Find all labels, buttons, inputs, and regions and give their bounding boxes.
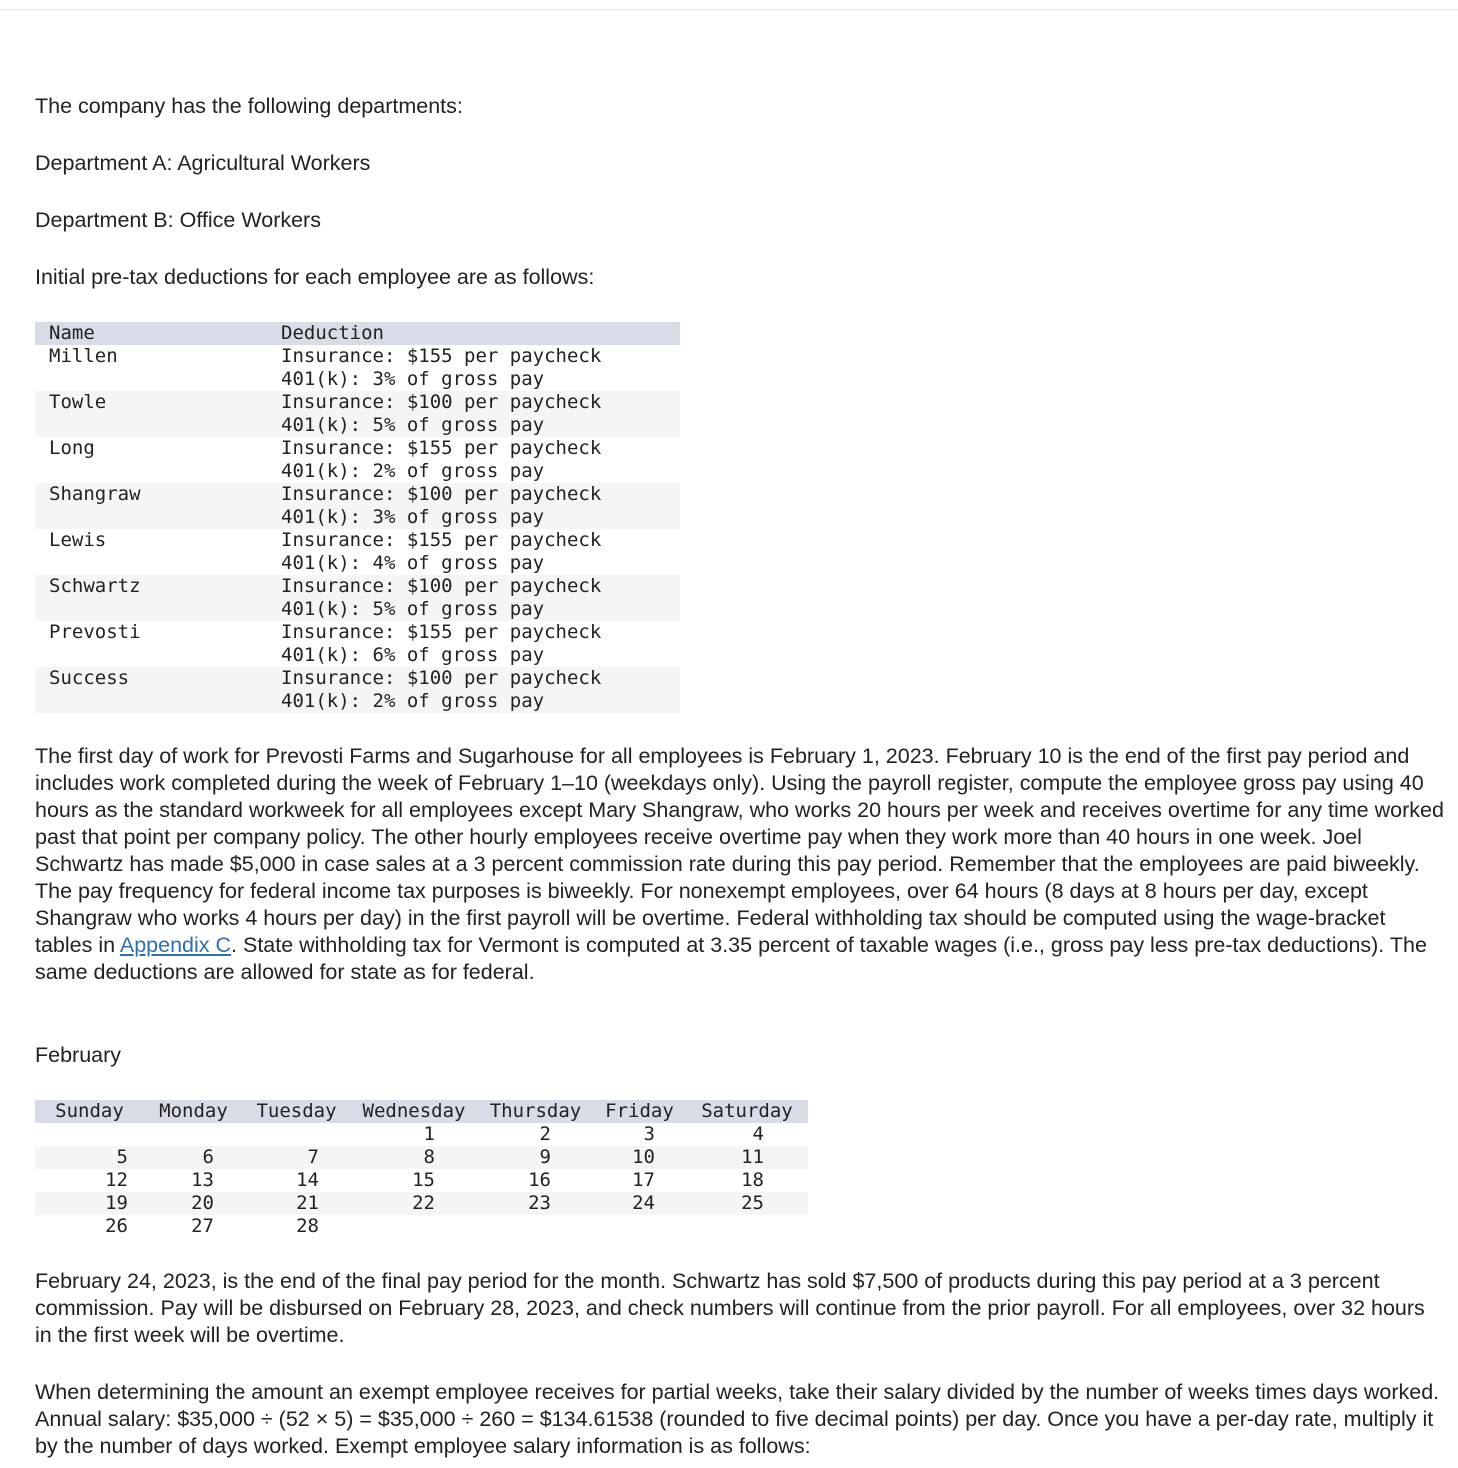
departments-heading: The company has the following departments: xyxy=(35,94,463,118)
day-header-wednesday: Wednesday xyxy=(350,1100,478,1123)
day-header-sunday: Sunday xyxy=(35,1100,144,1123)
calendar-day: 7 xyxy=(243,1146,350,1169)
table-row xyxy=(35,391,680,437)
day-header-tuesday: Tuesday xyxy=(243,1100,350,1123)
table-row xyxy=(35,437,680,483)
calendar-day: 15 xyxy=(412,1169,435,1191)
calendar-day: 4 xyxy=(752,1123,764,1145)
401k-deduction: 401(k): 3% of gross pay xyxy=(281,506,545,528)
calendar-day xyxy=(686,1215,808,1238)
401k-deduction: 401(k): 5% of gross pay xyxy=(281,598,545,620)
calendar-week-row xyxy=(35,1215,808,1238)
table-row xyxy=(35,483,680,529)
calendar-day: 26 xyxy=(105,1215,128,1237)
calendar-day: 23 xyxy=(478,1192,593,1215)
insurance-deduction: Insurance: $100 per paycheck xyxy=(281,391,602,413)
401k-deduction: 401(k): 5% of gross pay xyxy=(281,414,545,436)
day-header-thursday: Thursday xyxy=(478,1100,593,1123)
february-calendar xyxy=(35,1100,808,1238)
calendar-day: 16 xyxy=(528,1169,551,1191)
calendar-month-label: February xyxy=(35,1043,122,1067)
calendar-day xyxy=(478,1215,593,1238)
department-a: Department A: Agricultural Workers xyxy=(35,151,371,175)
calendar-day: 5 xyxy=(35,1146,144,1169)
calendar-day: 9 xyxy=(478,1146,593,1169)
employee-name: Schwartz xyxy=(35,575,281,621)
employee-deduction xyxy=(281,621,680,667)
calendar-day: 20 xyxy=(144,1192,243,1215)
deductions-heading: Initial pre-tax deductions for each employee are as follows: xyxy=(35,265,595,289)
table-row xyxy=(35,621,680,667)
401k-deduction: 401(k): 4% of gross pay xyxy=(281,552,545,574)
employee-deduction xyxy=(281,575,680,621)
calendar-day: 18 xyxy=(741,1169,764,1191)
calendar-day: 2 xyxy=(539,1123,551,1145)
calendar-day xyxy=(144,1123,243,1146)
final-pay-period-paragraph: February 24, 2023, is the end of the final pay period for the month. Schwartz has sold $7,500 of products during this pay period at a 3 percent commission. Pay will be disbursed on February 28, 2023, and check numbers will continue from the prior payroll. For all employees, over 32 hours in the first week will be overtime. xyxy=(35,1269,1425,1347)
table-row xyxy=(35,529,680,575)
employee-deduction xyxy=(281,483,680,529)
employee-deduction xyxy=(281,391,680,437)
calendar-week-row xyxy=(35,1146,808,1169)
401k-deduction: 401(k): 6% of gross pay xyxy=(281,644,545,666)
401k-deduction: 401(k): 2% of gross pay xyxy=(281,460,545,482)
calendar-week-row xyxy=(35,1123,808,1146)
insurance-deduction: Insurance: $155 per paycheck xyxy=(281,529,602,551)
calendar-day: 22 xyxy=(350,1192,478,1215)
employee-deduction xyxy=(281,437,680,483)
table-row xyxy=(35,345,680,391)
appendix-c-link[interactable]: Appendix C xyxy=(119,933,232,957)
employee-deduction xyxy=(281,345,680,391)
insurance-deduction: Insurance: $155 per paycheck xyxy=(281,345,602,367)
calendar-day: 25 xyxy=(686,1192,808,1215)
day-header-saturday: Saturday xyxy=(686,1100,808,1123)
employee-name: Lewis xyxy=(49,529,107,551)
calendar-day: 6 xyxy=(144,1146,243,1169)
table-row xyxy=(35,575,680,621)
calendar-day: 12 xyxy=(105,1169,128,1191)
calendar-day: 24 xyxy=(593,1192,686,1215)
calendar-day: 27 xyxy=(191,1215,214,1237)
calendar-day: 28 xyxy=(296,1215,319,1237)
table-row xyxy=(35,667,680,713)
calendar-day: 21 xyxy=(243,1192,350,1215)
first-period-text-after: . State withholding tax for Vermont is computed at 3.35 percent of taxable wages (i.e., gross pay less pre-tax deductions). The same deductions are allowed for state as for federal. xyxy=(35,933,1427,984)
first-period-text-before: The first day of work for Prevosti Farms and Sugarhouse for all employees is February 1, 2023. February 10 is the end of the first pay period and includes work completed during the week of February 1–10 (weekdays only). Using the payroll register, compute the employee gross pay using 40 hours as the standard workweek for all employees except Mary Shangraw, who works 20 hours per week and receives overtime for any time worked past that point per company policy. The other hourly employees receive overtime pay when they work more than 40 hours in one week. Joel Schwartz has made $5,000 in case sales at a 3 percent commission rate during this pay period. Remember that the employees are paid biweekly. The pay frequency for federal income tax purposes is biweekly. For nonexempt employees, over 64 hours (8 days at 8 hours per day, except Shangraw who works 4 hours per day) in the first payroll will be overtime. Federal withholding tax should be computed using the wage-bracket tables in xyxy=(35,744,1444,957)
calendar-day: 17 xyxy=(632,1169,655,1191)
day-header-friday: Friday xyxy=(593,1100,686,1123)
insurance-deduction: Insurance: $155 per paycheck xyxy=(281,621,602,643)
employee-name: Prevosti xyxy=(49,621,141,643)
calendar-header-row xyxy=(35,1100,808,1123)
calendar-day: 1 xyxy=(423,1123,435,1145)
header-deduction: Deduction xyxy=(281,322,680,345)
employee-name: Long xyxy=(49,437,95,459)
deductions-table xyxy=(35,322,680,713)
calendar-day: 8 xyxy=(350,1146,478,1169)
calendar-day xyxy=(593,1215,686,1238)
calendar-day xyxy=(243,1123,350,1146)
calendar-day xyxy=(350,1215,478,1238)
calendar-week-row xyxy=(35,1169,808,1192)
exempt-salary-paragraph: When determining the amount an exempt employee receives for partial weeks, take their salary divided by the number of weeks times days worked. Annual salary: $35,000 ÷ (52 × 5) = $35,000 ÷ 260 = $134.61538 (rounded to five decimal points) per day. Once you have a per-day rate, multiply it by the number of days worked. Exempt employee salary information is as follows: xyxy=(35,1380,1440,1458)
calendar-week-row xyxy=(35,1192,808,1215)
insurance-deduction: Insurance: $100 per paycheck xyxy=(281,483,602,505)
insurance-deduction: Insurance: $100 per paycheck xyxy=(281,667,602,689)
employee-name: Shangraw xyxy=(35,483,281,529)
department-b: Department B: Office Workers xyxy=(35,208,321,232)
insurance-deduction: Insurance: $100 per paycheck xyxy=(281,575,602,597)
employee-deduction xyxy=(281,667,680,713)
day-header-monday: Monday xyxy=(144,1100,243,1123)
401k-deduction: 401(k): 3% of gross pay xyxy=(281,368,545,390)
top-divider xyxy=(0,9,1458,10)
calendar-day: 13 xyxy=(191,1169,214,1191)
calendar-day: 19 xyxy=(35,1192,144,1215)
deductions-header-row xyxy=(35,322,680,345)
calendar-day: 3 xyxy=(643,1123,655,1145)
calendar-day: 10 xyxy=(593,1146,686,1169)
header-name: Name xyxy=(35,322,281,345)
employee-name: Success xyxy=(35,667,281,713)
calendar-day xyxy=(35,1123,144,1146)
first-pay-period-paragraph xyxy=(35,743,1445,986)
employee-name: Towle xyxy=(35,391,281,437)
employee-name: Millen xyxy=(49,345,118,367)
401k-deduction: 401(k): 2% of gross pay xyxy=(281,690,545,712)
calendar-day: 11 xyxy=(686,1146,808,1169)
calendar-day: 14 xyxy=(296,1169,319,1191)
insurance-deduction: Insurance: $155 per paycheck xyxy=(281,437,602,459)
employee-deduction xyxy=(281,529,680,575)
